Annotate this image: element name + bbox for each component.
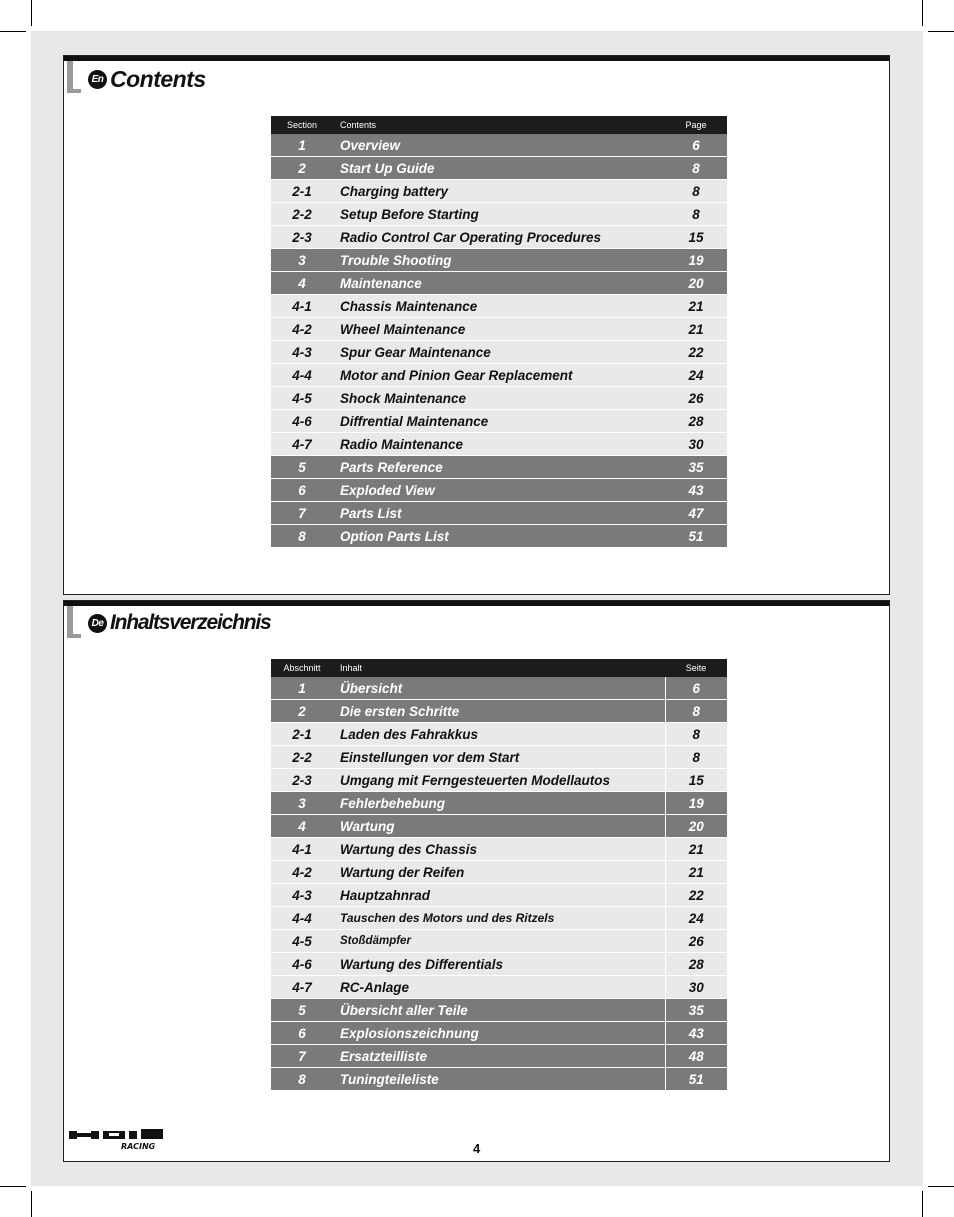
table-row xyxy=(271,410,727,433)
crop-mark xyxy=(922,0,923,26)
section-number: 4-6 xyxy=(271,410,333,433)
table-row xyxy=(271,884,727,907)
heading-bracket xyxy=(67,89,81,93)
table-row xyxy=(271,203,727,226)
section-heading xyxy=(88,66,206,93)
section-number: 4-4 xyxy=(271,907,333,930)
crop-mark xyxy=(928,1186,954,1187)
section-title: Parts List xyxy=(333,502,665,525)
page-number: 4 xyxy=(473,1141,481,1156)
section-number: 4-4 xyxy=(271,364,333,387)
section-number: 7 xyxy=(271,502,333,525)
crop-mark xyxy=(31,0,32,26)
table-row xyxy=(271,723,727,746)
section-title: Overview xyxy=(333,134,665,157)
section-number: 5 xyxy=(271,999,333,1022)
page-number-cell: 8 xyxy=(665,746,727,769)
table-row xyxy=(271,838,727,861)
page-number-cell: 8 xyxy=(665,180,727,203)
page-number-cell: 35 xyxy=(665,999,727,1022)
heading-bracket xyxy=(67,634,81,638)
section-number: 8 xyxy=(271,1068,333,1091)
section-title: Einstellungen vor dem Start xyxy=(333,746,665,769)
section-title: Maintenance xyxy=(333,272,665,295)
section-title: Wartung des Chassis xyxy=(333,838,665,861)
page-number-cell: 15 xyxy=(665,769,727,792)
page-number-cell: 47 xyxy=(665,502,727,525)
english-contents-panel xyxy=(63,55,890,595)
crop-mark xyxy=(922,1191,923,1217)
column-header-contents: Contents xyxy=(333,116,665,134)
table-row xyxy=(271,953,727,976)
page-number-cell: 43 xyxy=(665,479,727,502)
german-toc-table xyxy=(271,659,727,1091)
section-number: 4 xyxy=(271,815,333,838)
section-title: Shock Maintenance xyxy=(333,387,665,410)
table-row xyxy=(271,930,727,953)
page-number-cell: 6 xyxy=(665,134,727,157)
page-number-cell: 22 xyxy=(665,341,727,364)
page-number-cell: 28 xyxy=(665,410,727,433)
table-header-row xyxy=(271,116,727,134)
page-number-cell: 51 xyxy=(665,1068,727,1091)
section-number: 4-3 xyxy=(271,884,333,907)
section-title: Parts Reference xyxy=(333,456,665,479)
german-contents-panel xyxy=(63,600,890,1162)
table-row xyxy=(271,677,727,700)
section-number: 2-1 xyxy=(271,723,333,746)
table-row xyxy=(271,976,727,999)
column-header-contents: Inhalt xyxy=(333,659,665,677)
section-title: Tuningteileliste xyxy=(333,1068,665,1091)
page-number-cell: 43 xyxy=(665,1022,727,1045)
crop-mark xyxy=(928,31,954,32)
heading-bracket xyxy=(67,61,73,91)
section-title: Spur Gear Maintenance xyxy=(333,341,665,364)
column-header-section: Abschnitt xyxy=(271,659,333,677)
page-title: Inhaltsverzeichnis xyxy=(110,611,271,634)
heading-bracket xyxy=(67,606,73,636)
table-row xyxy=(271,525,727,548)
section-number: 2-2 xyxy=(271,203,333,226)
section-number: 4 xyxy=(271,272,333,295)
table-row xyxy=(271,341,727,364)
language-badge-en: En xyxy=(88,70,107,89)
panel-top-bar xyxy=(64,56,889,61)
table-row xyxy=(271,318,727,341)
section-number: 4-7 xyxy=(271,976,333,999)
table-row xyxy=(271,861,727,884)
page-number-cell: 21 xyxy=(665,861,727,884)
table-row xyxy=(271,792,727,815)
section-title: Wartung des Differentials xyxy=(333,953,665,976)
english-toc-table xyxy=(271,116,727,548)
section-title: Radio Control Car Operating Procedures xyxy=(333,226,665,249)
hpi-racing-logo xyxy=(69,1129,165,1151)
table-row xyxy=(271,226,727,249)
column-header-page: Page xyxy=(665,116,727,134)
section-number: 4-5 xyxy=(271,387,333,410)
section-title: Umgang mit Ferngesteuerten Modellautos xyxy=(333,769,665,792)
section-title: Radio Maintenance xyxy=(333,433,665,456)
section-number: 2-2 xyxy=(271,746,333,769)
page-number-cell: 19 xyxy=(665,249,727,272)
table-row xyxy=(271,249,727,272)
section-title: Option Parts List xyxy=(333,525,665,548)
section-number: 1 xyxy=(271,677,333,700)
page-number-cell: 35 xyxy=(665,456,727,479)
section-number: 6 xyxy=(271,479,333,502)
page-number-cell: 30 xyxy=(665,976,727,999)
section-number: 4-1 xyxy=(271,295,333,318)
crop-mark xyxy=(0,31,26,32)
table-row xyxy=(271,999,727,1022)
table-row xyxy=(271,1068,727,1091)
section-title: Chassis Maintenance xyxy=(333,295,665,318)
page-title: Contents xyxy=(110,66,206,92)
table-row xyxy=(271,1045,727,1068)
section-title: Ersatzteilliste xyxy=(333,1045,665,1068)
page-number-cell: 8 xyxy=(665,700,727,723)
section-title: Übersicht xyxy=(333,677,665,700)
page-number-cell: 30 xyxy=(665,433,727,456)
section-number: 8 xyxy=(271,525,333,548)
panel-top-bar xyxy=(64,601,889,606)
table-row xyxy=(271,815,727,838)
section-number: 4-6 xyxy=(271,953,333,976)
page-number-cell: 21 xyxy=(665,838,727,861)
section-number: 2-3 xyxy=(271,226,333,249)
table-row xyxy=(271,295,727,318)
page-number-cell: 8 xyxy=(665,203,727,226)
section-number: 4-3 xyxy=(271,341,333,364)
page-number-cell: 26 xyxy=(665,930,727,953)
section-title: Fehlerbehebung xyxy=(333,792,665,815)
section-number: 2-1 xyxy=(271,180,333,203)
page-number-cell: 28 xyxy=(665,953,727,976)
section-number: 4-2 xyxy=(271,318,333,341)
column-header-page: Seite xyxy=(665,659,727,677)
section-title: Übersicht aller Teile xyxy=(333,999,665,1022)
table-row xyxy=(271,769,727,792)
section-title: RC-Anlage xyxy=(333,976,665,999)
section-number: 3 xyxy=(271,249,333,272)
table-row xyxy=(271,746,727,769)
table-row xyxy=(271,1022,727,1045)
section-title: Motor and Pinion Gear Replacement xyxy=(333,364,665,387)
page-number-cell: 15 xyxy=(665,226,727,249)
page-number-cell: 24 xyxy=(665,907,727,930)
section-number: 2-3 xyxy=(271,769,333,792)
table-row xyxy=(271,907,727,930)
column-header-section: Section xyxy=(271,116,333,134)
section-number: 3 xyxy=(271,792,333,815)
table-header-row xyxy=(271,659,727,677)
page-number-cell: 26 xyxy=(665,387,727,410)
section-title: Wheel Maintenance xyxy=(333,318,665,341)
section-title: Tauschen des Motors und des Ritzels xyxy=(333,907,665,930)
table-row xyxy=(271,456,727,479)
section-title: Wartung der Reifen xyxy=(333,861,665,884)
page-number-cell: 8 xyxy=(665,723,727,746)
section-title: Stoßdämpfer xyxy=(333,930,665,953)
section-number: 4-1 xyxy=(271,838,333,861)
svg-text:RACING: RACING xyxy=(121,1142,156,1151)
section-number: 1 xyxy=(271,134,333,157)
section-title: Start Up Guide xyxy=(333,157,665,180)
table-row xyxy=(271,134,727,157)
language-badge-de: De xyxy=(88,614,107,633)
page-number-cell: 21 xyxy=(665,295,727,318)
page-number-cell: 21 xyxy=(665,318,727,341)
section-number: 5 xyxy=(271,456,333,479)
table-row xyxy=(271,700,727,723)
section-title: Explosionszeichnung xyxy=(333,1022,665,1045)
section-title: Die ersten Schritte xyxy=(333,700,665,723)
section-title: Hauptzahnrad xyxy=(333,884,665,907)
section-title: Exploded View xyxy=(333,479,665,502)
crop-mark xyxy=(31,1191,32,1217)
section-number: 4-5 xyxy=(271,930,333,953)
table-row xyxy=(271,364,727,387)
table-row xyxy=(271,479,727,502)
page-number-cell: 20 xyxy=(665,272,727,295)
section-number: 6 xyxy=(271,1022,333,1045)
section-title: Charging battery xyxy=(333,180,665,203)
section-heading xyxy=(88,611,270,635)
section-title: Setup Before Starting xyxy=(333,203,665,226)
table-row xyxy=(271,387,727,410)
page-number-cell: 22 xyxy=(665,884,727,907)
section-number: 2 xyxy=(271,700,333,723)
page-number-cell: 24 xyxy=(665,364,727,387)
section-number: 4-2 xyxy=(271,861,333,884)
page-number-cell: 8 xyxy=(665,157,727,180)
section-title: Wartung xyxy=(333,815,665,838)
section-number: 4-7 xyxy=(271,433,333,456)
page-number-cell: 48 xyxy=(665,1045,727,1068)
table-row xyxy=(271,180,727,203)
table-row xyxy=(271,433,727,456)
section-number: 2 xyxy=(271,157,333,180)
section-number: 7 xyxy=(271,1045,333,1068)
crop-mark xyxy=(0,1186,26,1187)
section-title: Laden des Fahrakkus xyxy=(333,723,665,746)
section-title: Trouble Shooting xyxy=(333,249,665,272)
page-number-cell: 6 xyxy=(665,677,727,700)
table-row xyxy=(271,272,727,295)
page-number-cell: 51 xyxy=(665,525,727,548)
page-number-cell: 20 xyxy=(665,815,727,838)
table-row xyxy=(271,502,727,525)
table-row xyxy=(271,157,727,180)
page-number-cell: 19 xyxy=(665,792,727,815)
section-title: Diffrential Maintenance xyxy=(333,410,665,433)
